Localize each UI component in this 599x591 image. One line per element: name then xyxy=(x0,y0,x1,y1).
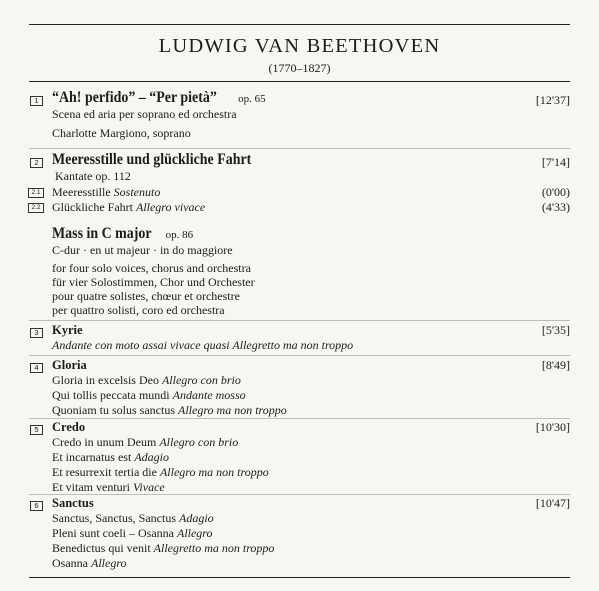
top-rule xyxy=(29,24,570,25)
work-title-text: “Ah! perfido” – “Per pietà” xyxy=(52,89,217,106)
part-line xyxy=(52,185,160,200)
work-title-meeresstille xyxy=(52,152,273,168)
work-subtitle: Scena ed aria per soprano ed orchestra xyxy=(52,107,237,121)
tempo-marking: Andante mosso xyxy=(172,388,246,402)
tempo-marking: Allegro ma non troppo xyxy=(159,465,269,479)
part-time: (0'00) xyxy=(541,185,570,199)
part-name: Glückliche Fahrt xyxy=(52,200,133,214)
section-text: Et resurrexit tertia die xyxy=(52,465,157,479)
tempo-marking: Allegro con brio xyxy=(159,435,239,449)
section-text: Pleni sunt coeli – Osanna xyxy=(52,526,174,540)
part-name: Meeresstille xyxy=(52,185,111,199)
work-title-text: Meeresstille und glückliche Fahrt xyxy=(52,151,252,168)
section-line xyxy=(52,403,287,418)
scoring-line: per quattro solisti, coro ed orchestra xyxy=(52,303,225,317)
track-number-6: 6 xyxy=(30,501,43,511)
movement-name-kyrie: Kyrie xyxy=(52,323,83,337)
section-line xyxy=(52,480,165,495)
track-number-2-1: 2.1 xyxy=(28,188,44,198)
section-text: Qui tollis peccata mundi xyxy=(52,388,170,402)
opus-number: op. 86 xyxy=(165,229,194,241)
tempo-marking: Allegro con brio xyxy=(161,373,241,387)
key-line: C-dur · en ut majeur · in do maggiore xyxy=(52,243,233,257)
duration-track-6: [10'47] xyxy=(535,496,570,510)
section-line xyxy=(52,373,241,388)
scoring-line: pour quatre solistes, chœur et orchestre xyxy=(52,289,240,303)
track-number-3: 3 xyxy=(30,328,43,338)
part-time: (4'33) xyxy=(541,200,570,214)
track-number-4: 4 xyxy=(30,363,43,373)
work-title-ah-perfido xyxy=(52,90,266,107)
performer-credit xyxy=(52,126,191,141)
section-text: Et incarnatus est xyxy=(52,450,132,464)
track-number-1: 1 xyxy=(30,96,43,106)
section-line xyxy=(52,541,274,556)
section-line xyxy=(52,435,238,450)
tempo-marking: Allegro ma non troppo xyxy=(178,403,287,417)
section-line xyxy=(52,511,214,526)
section-text: Benedictus qui venit xyxy=(52,541,151,555)
tempo-marking: Allegro xyxy=(91,556,127,570)
header-rule xyxy=(29,81,570,82)
separator xyxy=(29,320,570,321)
section-text: Et vitam venturi xyxy=(52,480,130,494)
section-text: Sanctus, Sanctus, Sanctus xyxy=(52,511,176,525)
scoring-line: für vier Solostimmen, Chor und Orchester xyxy=(52,275,255,289)
track-number-2-2: 2.2 xyxy=(28,203,44,213)
section-text: Osanna xyxy=(52,556,88,570)
section-line xyxy=(52,450,169,465)
bottom-rule xyxy=(29,577,570,578)
section-line xyxy=(52,465,269,480)
movement-name-credo: Credo xyxy=(52,420,86,434)
tempo-marking: Allegro vivace xyxy=(135,200,206,214)
tempo-marking: Andante con moto assai vivace quasi Allegretto ma non troppo xyxy=(52,338,354,352)
tempo-marking: Sostenuto xyxy=(113,185,161,199)
track-number-2: 2 xyxy=(30,158,43,168)
movement-name-gloria: Gloria xyxy=(52,358,87,372)
scoring-line: for four solo voices, chorus and orchestra xyxy=(52,261,251,275)
part-line xyxy=(52,200,205,215)
performer-role: , soprano xyxy=(146,126,191,140)
opus-number: op. 65 xyxy=(238,93,266,105)
section-line xyxy=(52,388,246,403)
tempo-marking: Vivace xyxy=(132,480,165,494)
movement-name-sanctus: Sanctus xyxy=(52,496,94,510)
separator xyxy=(29,494,570,495)
separator xyxy=(29,355,570,356)
separator xyxy=(29,148,570,149)
section-text: Quoniam tu solus sanctus xyxy=(52,403,175,417)
section-text: Gloria in excelsis Deo xyxy=(52,373,159,387)
tempo-marking: Allegro xyxy=(176,526,213,540)
performer-name: Charlotte Margiono xyxy=(52,126,147,140)
tempo-marking: Adagio xyxy=(179,511,214,525)
duration-track-5: [10'30] xyxy=(535,420,570,434)
tempo-marking: Adagio xyxy=(134,450,169,464)
duration-track-4: [8'49] xyxy=(541,358,570,372)
work-title-mass xyxy=(52,226,193,243)
tempo-marking: Allegretto ma non troppo xyxy=(153,541,275,555)
work-title-text: Mass in C major xyxy=(52,225,152,242)
section-line xyxy=(52,526,213,541)
section-text: Credo in unum Deum xyxy=(52,435,157,449)
separator xyxy=(29,418,570,419)
duration-track-2: [7'14] xyxy=(541,155,570,169)
composer-dates: (1770–1827) xyxy=(268,61,331,75)
work-subtitle: Kantate op. 112 xyxy=(55,169,131,183)
duration-track-1: [12'37] xyxy=(535,93,570,107)
duration-track-3: [5'35] xyxy=(541,323,570,337)
composer-name: LUDWIG VAN BEETHOVEN xyxy=(158,35,441,57)
section-line xyxy=(52,556,127,571)
track-number-5: 5 xyxy=(30,425,43,435)
